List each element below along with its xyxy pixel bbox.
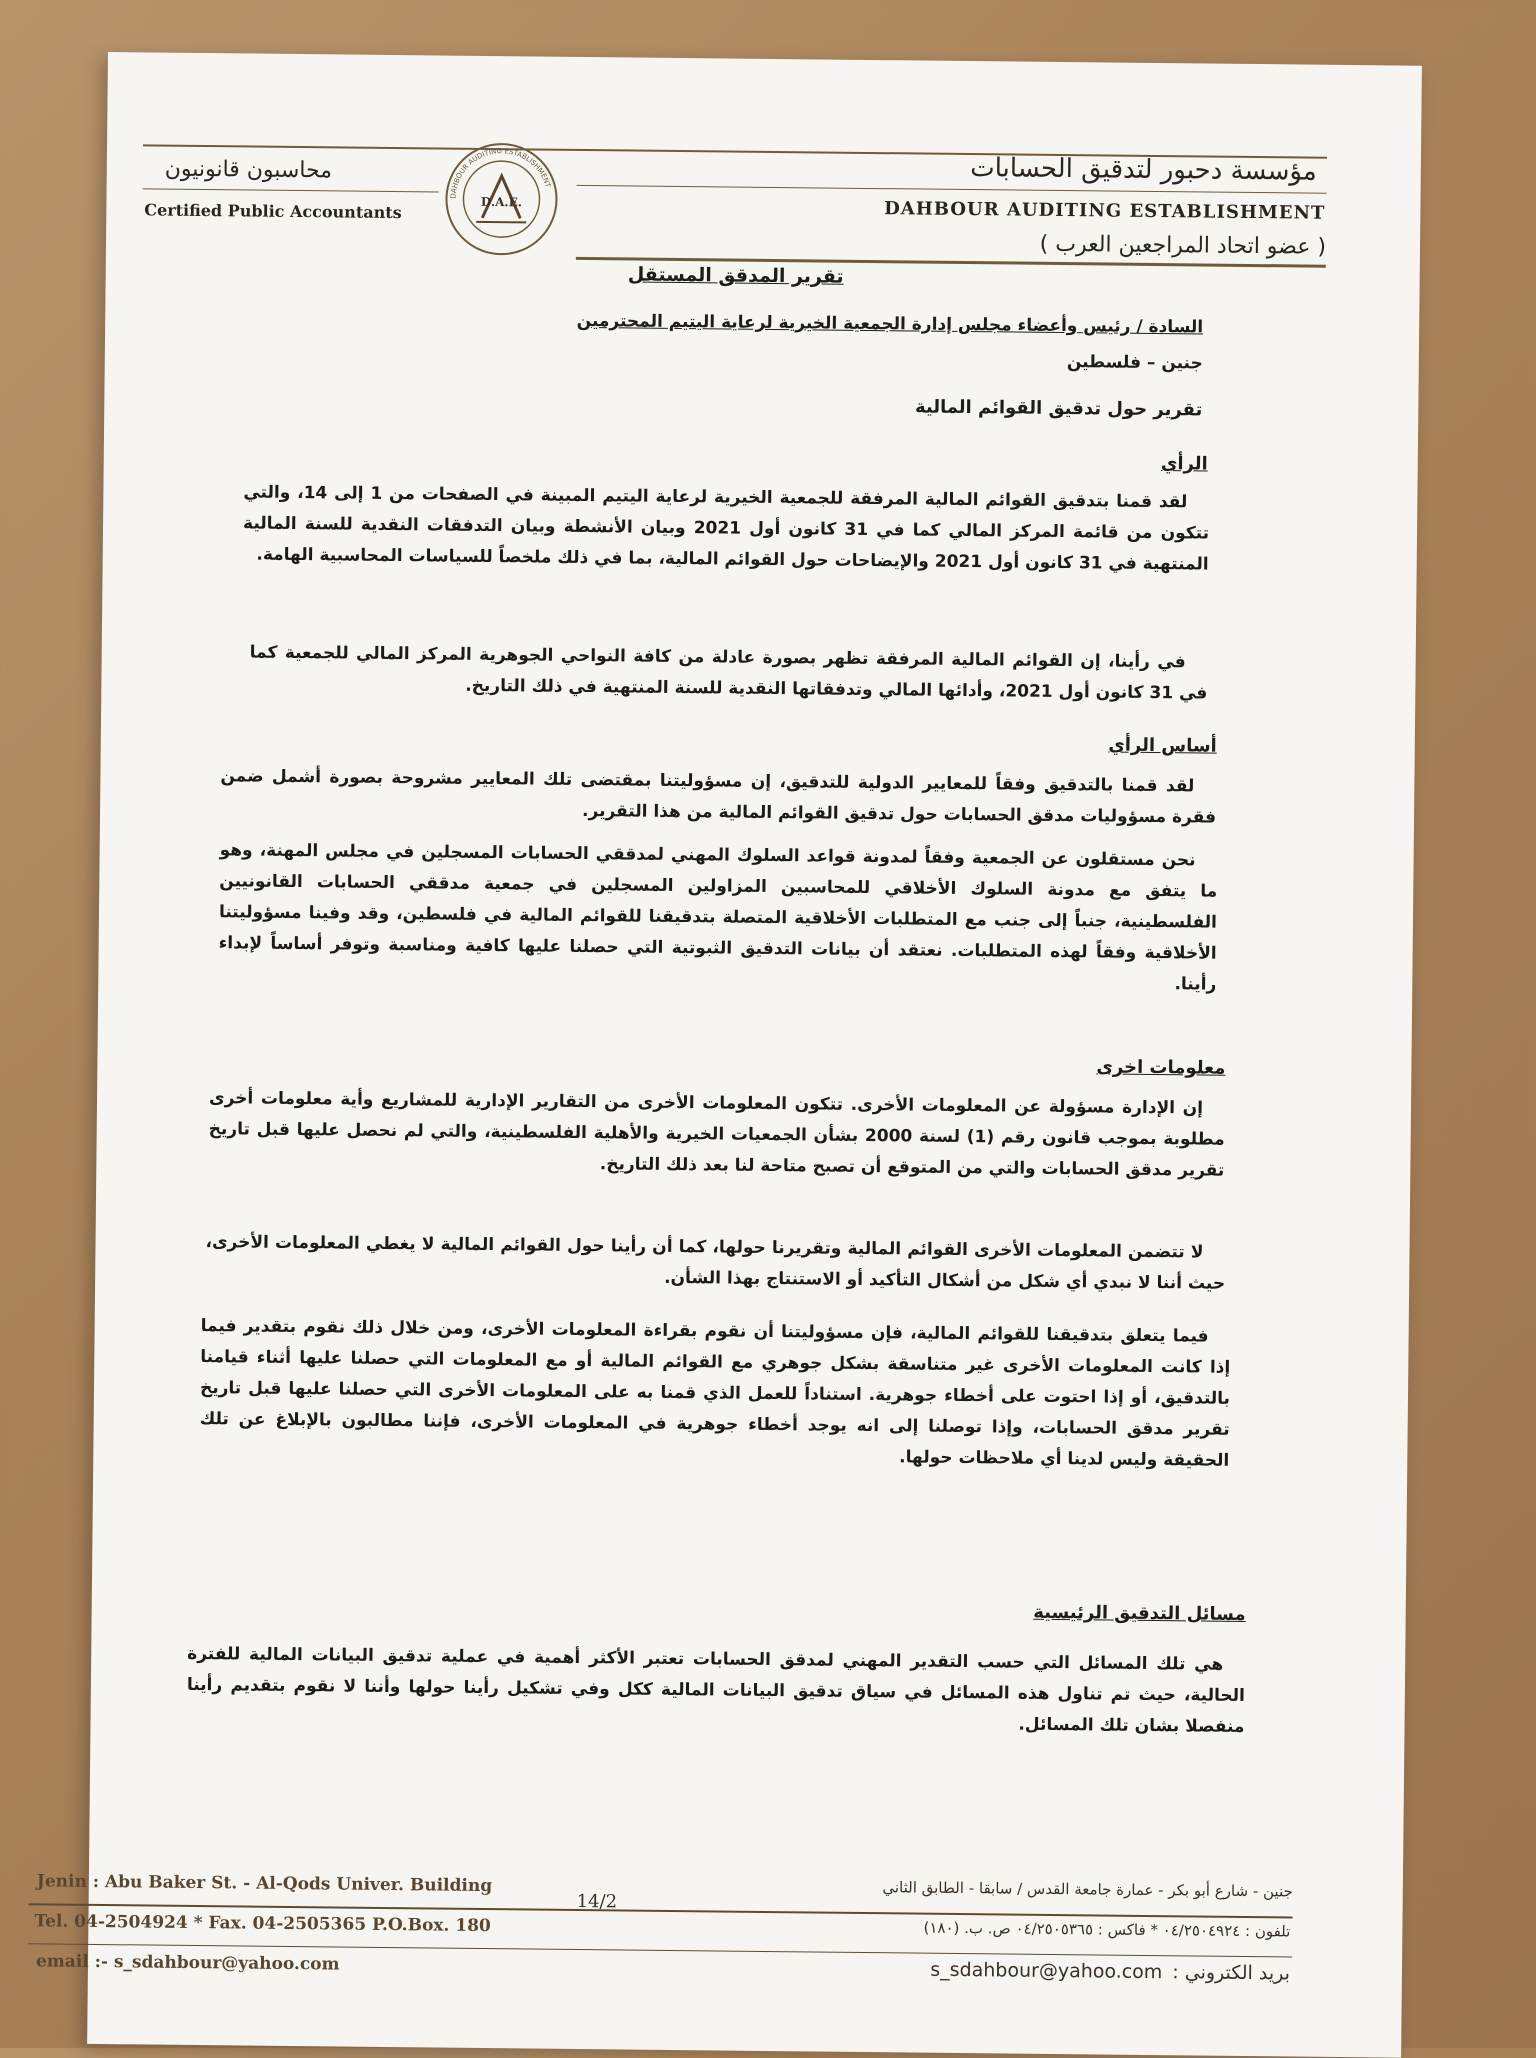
membership-text: ( عضو اتحاد المراجعين العرب )	[1039, 231, 1327, 260]
basis-heading: أساس الرأي	[1108, 734, 1217, 757]
firm-name-english: DAHBOUR AUDITING ESTABLISHMENT	[884, 198, 1326, 224]
page-number: 14/2	[576, 1891, 618, 1913]
firm-name-arabic: مؤسسة دحبور لتدقيق الحسابات	[970, 153, 1317, 187]
header-mid-rule	[577, 185, 1327, 194]
letter-page	[34, 52, 1422, 2058]
email-label: بريد الكتروني :	[1172, 1961, 1291, 1985]
svg-text:D.A.E.: D.A.E.	[480, 194, 523, 210]
opinion-paragraph-2: في رأينا، إن القوائم المالية المرفقة تظهر بصورة عادلة من كافة النواحي الجوهرية المركز المالي للجمعية كما في 31 كانون أول 2021، وأدائها المالي وتدفقاتها النقدية للسنة المنتهية في ذلك التاريخ.	[249, 642, 1208, 704]
report-title: تقرير المدقق المستقل	[627, 263, 844, 288]
header-top-rule	[143, 144, 1327, 158]
basis-paragraph-2: نحن مستقلون عن الجمعية وفقاً لمدونة قواعد السلوك المهني لمدققي الحسابات المسجلين في مجلس المهنة، وهو ما يتفق مع مدونة السلوك الأخلاقي للمحاسبين المزاولين المسجلين في جمعية مدققي الحسابات القانونيين الفلسطينية، جنباً إلى جنب مع المتطلبات الأخلاقية المتصلة بتدقيقنا للقوائم المالية في فلسطين، وقد وفينا مسؤوليتنا الأخلاقية وفقاً لهذه المتطلبات. نعتقد أن بيانات التدقيق الثبوتية التي حصلنا عليها كافية ومناسبة وتوفر أساساً لإبداء رأينا.	[218, 840, 1218, 995]
basis-paragraph-1: لقد قمنا بالتدقيق وفقاً للمعايير الدولية للتدقيق، إن مسؤوليتنا بمقتضى تلك المعايير مشروحة بصورة أشمل ضمن فقرة مسؤوليات مدقق الحسابات حول تدقيق القوائم المالية من هذا التقرير.	[220, 766, 1217, 828]
header-left-rule	[143, 188, 439, 192]
svg-text:DAHBOUR AUDITING ESTABLISHMENT: DAHBOUR AUDITING ESTABLISHMENT	[449, 147, 552, 199]
opinion-paragraph-1: لقد قمنا بتدقيق القوائم المالية المرفقة للجمعية الخيرية لرعاية اليتيم المبينة في الصفحات من 1 إلى 14، والتي تتكون من قائمة المركز المالي كما في 31 كانون أول 2021 وبيان الأنشطة وبيان التدفقات النقدية للسنة المالية المنتهية في 31 كانون أول 2021 والإيضاحات حول القوائم المالية، بما في ذلك ملخصاً للسياسات المحاسبية الهامة.	[242, 482, 1210, 575]
other-info-paragraph-1: إن الإدارة مسؤولة عن المعلومات الأخرى. تتكون المعلومات الأخرى من التقارير الإدارية للمشاريع وأية معلومات أخرى مطلوبة بموجب قانون رقم (1) لسنة 2000 بشأن الجمعيات الخيرية والأهلية الفلسطينية، والتي لم نحصل عليها قبل تاريخ تقرير مدقق الحسابات والتي من المتوقع أن تصبح متاحة لنا بعد ذلك التاريخ.	[208, 1088, 1225, 1181]
footer-contact-english: Tel. 04-2504924 * Fax. 04-2505365 P.O.Box. 180	[34, 1911, 491, 1937]
footer-email-english: email :- s_sdahbour@yahoo.com	[35, 1951, 340, 1975]
firm-seal-logo	[442, 140, 561, 259]
footer-contact-arabic: تلفون : ٠٤/٢٥٠٤٩٢٤ * فاكس : ٠٤/٢٥٠٥٣٦٥ ص. ب. (١٨٠)	[923, 1918, 1291, 1941]
footer-email-arabic	[930, 1959, 1290, 1985]
other-info-heading: معلومات اخرى	[1096, 1056, 1226, 1079]
key-audit-matters-heading: مسائل التدقيق الرئيسية	[1033, 1601, 1246, 1625]
opinion-heading: الرأي	[1160, 453, 1208, 475]
profession-english: Certified Public Accountants	[144, 200, 402, 223]
email-address: s_sdahbour@yahoo.com	[930, 1958, 1163, 1984]
footer-address-arabic: جنين - شارع أبو بكر - عمارة جامعة القدس / سابقا - الطابق الثاني	[882, 1878, 1293, 1901]
addressee-location: جنين – فلسطين	[1066, 352, 1203, 374]
addressee-line: السادة / رئيس وأعضاء مجلس إدارة الجمعية الخيرية لرعاية اليتيم المحترمين	[576, 310, 1204, 338]
other-info-paragraph-3: فيما يتعلق بتدقيقنا للقوائم المالية، فإن مسؤوليتنا أن نقوم بقراءة المعلومات الأخرى، ومن خلال ذلك نقوم بتقدير فيما إذا كانت المعلومات الأخرى غير متناسقة بشكل جوهري مع القوائم المالية أو مع المعلومات التي حصلنا عليها أثناء قيامنا بالتدقيق، أو إذا احتوت على أخطاء جوهرية. استناداً للعمل الذي قمنا به على المعلومات الأخرى التي حصلنا عليها قبل تاريخ تقرير مدقق الحسابات، وإذا توصلنا إلى انه يوجد أخطاء جوهرية في المعلومات الأخرى، فإننا مطالبون بالإبلاغ عن تلك الحقيقة وليس لدينا أي ملاحظات حولها.	[199, 1316, 1231, 1471]
footer-address-english: Jenin : Abu Baker St. - Al-Qods Univer. Building	[36, 1871, 493, 1897]
report-subject: تقرير حول تدقيق القوائم المالية	[914, 396, 1203, 421]
key-audit-matters-paragraph: هي تلك المسائل التي حسب التقدير المهني لمدقق الحسابات تعتبر الأكثر أهمية في عملية تدقيق البيانات المالية للفترة الحالية، حيث تم تناول هذه المسائل في سياق تدقيق البيانات المالية ككل وفي تشكيل رأينا حولها وأننا لا نقوم بتقديم رأينا منفصلا بشان تلك المسائل.	[186, 1643, 1245, 1737]
profession-arabic: محاسبون قانونيون	[164, 156, 333, 184]
other-info-paragraph-2: لا تتضمن المعلومات الأخرى القوائم المالية وتقريرنا حولها، كما أن رأينا حول القوائم المالية لا يغطي المعلومات الأخرى، حيث أننا لا نبدي أي شكل من أشكال التأكيد أو الاستنتاج بهذا الشأن.	[205, 1232, 1226, 1294]
